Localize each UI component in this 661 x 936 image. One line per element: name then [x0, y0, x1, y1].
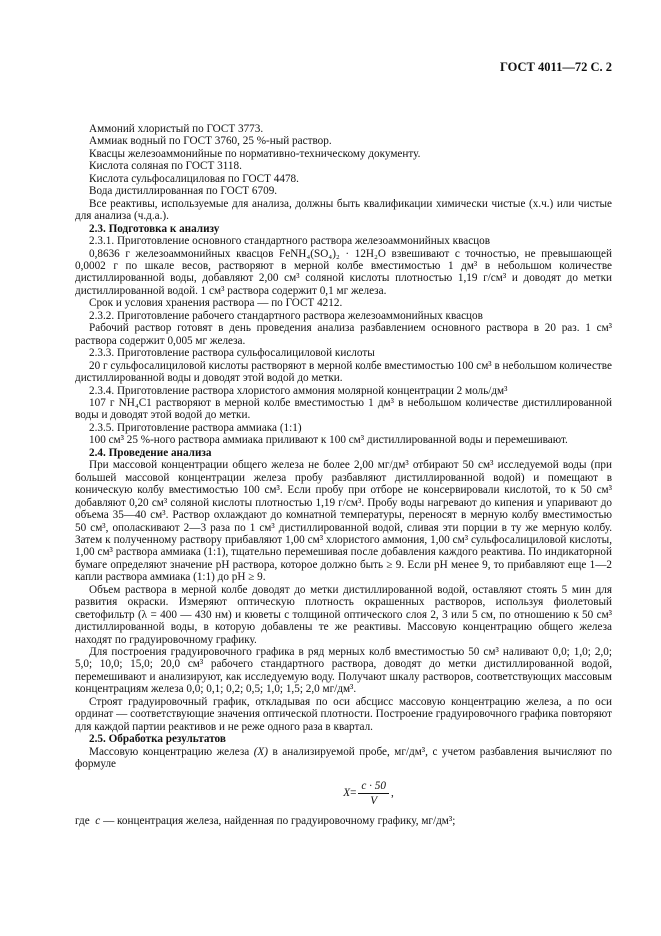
- where-clause: [75, 815, 612, 827]
- intro-text: Массовую концентрацию железа: [89, 745, 254, 758]
- reagent-item: Кислота сульфосалициловая по ГОСТ 4478.: [89, 172, 299, 185]
- subsection-title: 2.3.5. Приготовление раствора аммиака (1:1): [89, 421, 302, 434]
- paragraph: 0,8636 г железоаммонийных квасцов FeNH₄(SO₄)₂ · 12H₂O взвешивают с точностью, не превышающей 0,0002 г по шкале весов, растворяют в мерной колбе вместимостью 1 дм³ в небольшом количестве дистиллированной воды, добавляют 2,00 см³ соляной кислоты плотностью 1,19 г/см³ и доводят до метки дистиллированной водой. 1 см³ раствора содержит 0,1 мг железа.: [75, 247, 612, 297]
- reagent-note: Все реактивы, используемые для анализа, должны быть квалификации химически чистые (х.ч.) или чистые для анализа (ч.д.а.).: [75, 197, 612, 223]
- paragraph: 107 г NH₄C1 растворяют в мерной колбе вместимостью 1 дм³ в небольшом количестве дистиллированной воды и доводят этой водой до метки.: [75, 396, 612, 422]
- paragraph: Срок и условия хранения раствора — по ГОСТ 4212.: [89, 297, 343, 310]
- paragraph: 100 см³ 25 %-ного раствора аммиака приливают к 100 см³ дистиллированной воды и перемешивают.: [89, 434, 568, 447]
- formula-equals: =: [350, 787, 357, 800]
- formula-tail: ,: [390, 787, 394, 800]
- formula-denominator: V: [370, 795, 378, 808]
- reagent-item: Вода дистиллированная по ГОСТ 6709.: [89, 185, 278, 198]
- variable-x: (X): [253, 745, 268, 758]
- document-body: [75, 123, 612, 828]
- formula: [125, 780, 612, 808]
- variable-c: c: [95, 815, 101, 828]
- subsection-title: 2.3.1. Приготовление основного стандартного раствора железоаммонийных квасцов: [89, 235, 491, 248]
- reagent-item: Кислота соляная по ГОСТ 3118.: [89, 160, 242, 173]
- subsection-title: 2.3.4. Приготовление раствора хлористого аммония молярной концентрации 2 моль/дм³: [89, 384, 508, 397]
- reagent-item: Аммоний хлористый по ГОСТ 3773.: [89, 123, 264, 135]
- paragraph: Рабочий раствор готовят в день проведения анализа разбавлением основного раствора в 20 раз. 1 см³ раствора содержит 0,005 мг железа.: [75, 322, 612, 347]
- page-header: ГОСТ 4011—72 С. 2: [500, 60, 612, 74]
- paragraph: Объем раствора в мерной колбе доводят до метки дистиллированной водой, оставляют стоять 5 мин для развития окраски. Измеряют оптическую плотность окрашенных растворов, используя фиолетовый светофильтр (λ = 400 — 430 нм) и кюветы с толщиной оптического слоя 2, 3 или 5 см, по отношению к 50 см³ дистиллированной воды, в которую добавлены те же реактивы. Массовую концентрацию общего железа находят по градуировочному графику.: [75, 583, 612, 646]
- reagent-item: Квасцы железоаммонийные по нормативно-техническому документу.: [89, 147, 421, 160]
- section-heading-2-3: 2.3. Подготовка к анализу: [89, 222, 220, 235]
- section-heading-2-4: 2.4. Проведение анализа: [89, 446, 212, 459]
- reagent-item: Аммиак водный по ГОСТ 3760, 25 %-ный раствор.: [89, 135, 332, 148]
- intro-text-rest: в анализируемой пробе, мг/дм³, с учетом разбавления вычисляют по формуле: [75, 745, 612, 771]
- subsection-title: 2.3.2. Приготовление рабочего стандартного раствора железоаммонийных квасцов: [89, 309, 483, 322]
- where-text: — концентрация железа, найденная по градуировочному графику, мг/дм³;: [100, 815, 456, 828]
- formula-lhs: X: [343, 787, 351, 800]
- formula-numerator: c · 50: [358, 780, 389, 794]
- section-heading-2-5: 2.5. Обработка результатов: [89, 733, 226, 746]
- paragraph: Строят градуировочный график, откладывая по оси абсцисс массовую концентрацию железа, а по оси ординат — соответствующие значения оптической плотности. Построение градуировочного графика повторяют для каждой партии реактивов и не реже одного раза в квартал.: [75, 695, 612, 733]
- paragraph: При массовой концентрации общего железа не более 2,00 мг/дм³ отбирают 50 см³ исследуемой воды (при большей массовой концентрации железа пробу разбавляют дистиллированной водой) и помещают в коническую колбу вместимостью 100 см³. Если пробу при отборе не консервировали кислотой, то к 50 см³ добавляют 0,20 см³ соляной кислоты плотностью 1,19 г/см³. Пробу воды нагревают до кипения и упаривают до объема 35—40 см³. Раствор охлаждают до комнатной температуры, переносят в мерную колбу вместимостью 50 см³, ополаскивают 2—3 раза по 1 см³ дистиллированной водой, сливая эти порции в ту же мерную колбу. Затем к полученному раствору прибавляют 1,00 см³ хлористого аммония, 1,00 см³ сульфосалициловой кислоты, 1,00 см³ раствора аммиака (1:1), тщательно перемешивая после добавления каждого реактива. По индикаторной бумаге определяют значение pH раствора, которое должно быть ≥ 9. Если pH менее 9, то прибавляют еще 1—2 капли раствора аммиака (1:1) до pH ≥ 9.: [75, 459, 612, 584]
- paragraph: [75, 746, 612, 771]
- formula-fraction: [358, 780, 389, 808]
- paragraph: 20 г сульфосалициловой кислоты растворяют в мерной колбе вместимостью 100 см³ в небольшом количестве дистиллированной воды и доводят этой водой до метки.: [75, 359, 612, 385]
- subsection-title: 2.3.3. Приготовление раствора сульфосалициловой кислоты: [89, 347, 375, 360]
- paragraph: Для построения градуировочного графика в ряд мерных колб вместимостью 50 см³ наливают 0,0; 1,0; 2,0; 5,0; 10,0; 15,0; 20,0 см³ рабочего стандартного раствора, доводят до метки дистиллированной водой, перемешивают и анализируют, как исследуемую воду. Получают шкалу растворов, соответствующих массовым концентрациям железа 0,0; 0,1; 0,2; 0,5; 1,0; 1,5; 2,0 мг/дм³.: [75, 646, 612, 696]
- where-prefix: где: [75, 815, 96, 828]
